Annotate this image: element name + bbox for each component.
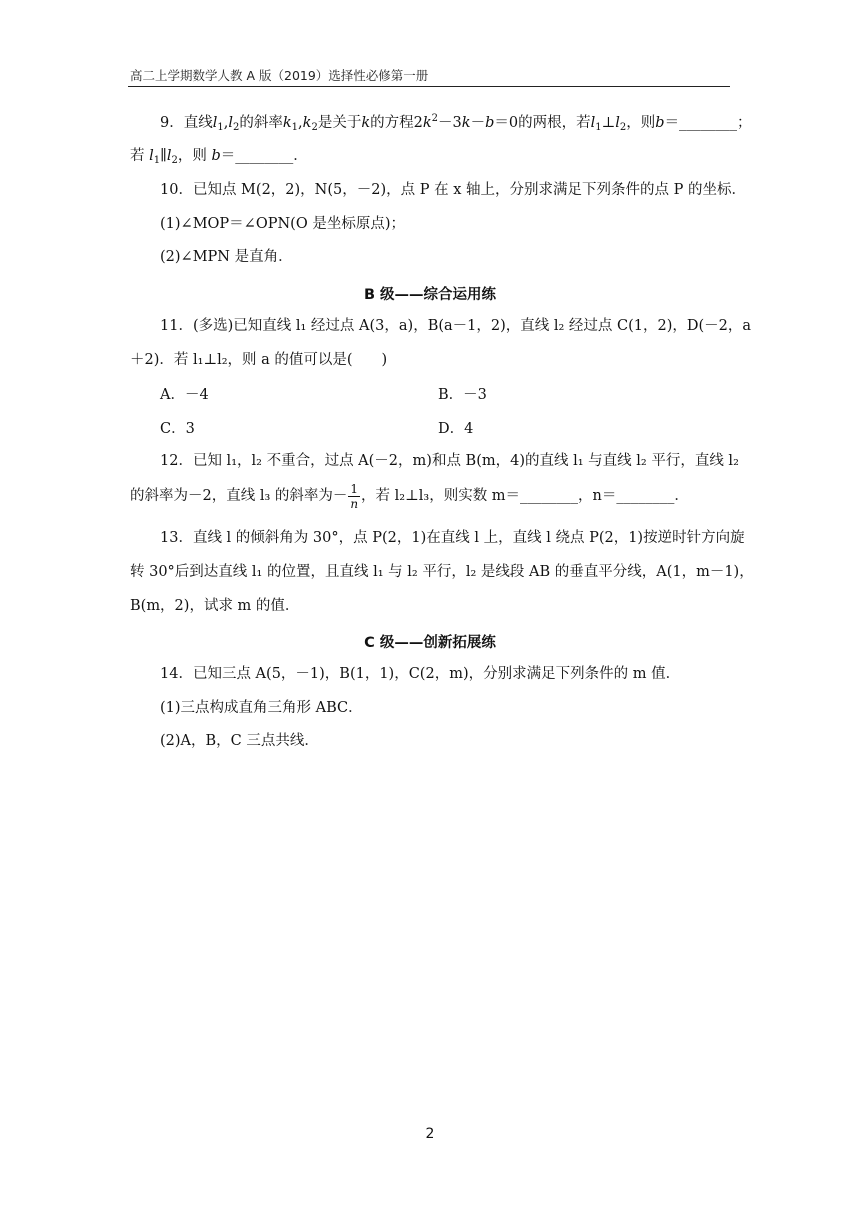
problem-14-sub-1: (1)三点构成直角三角形 ABC． bbox=[160, 700, 363, 716]
problem-12-line-2: 的斜率为－2，直线 l₃ 的斜率为－ $\frac{1}{n}$ ，若 l₂⊥l₃，则实数 m＝________，n＝________． bbox=[130, 481, 689, 511]
fraction-1-over-n: $\frac{1}{n}$ bbox=[350, 481, 359, 511]
problem-11-line-1: 11．(多选)已知直线 l₁ 经过点 A(3，a)，B(a－1，2)，直线 l₂ 经过点 C(1，2)，D(－2，a bbox=[160, 318, 752, 334]
problem-13-line-1: 13．直线 l 的倾斜角为 30°，点 P(2，1)在直线 l 上，直线 l 绕点 P(2，1)按逆时针方向旋 bbox=[160, 530, 745, 546]
option-d: D．4 bbox=[438, 421, 474, 437]
problem-10-sub-1: (1)∠MOP＝∠OPN(O 是坐标原点)； bbox=[160, 216, 405, 232]
problem-12-line-1: 12．已知 l₁，l₂ 不重合，过点 A(－2，m)和点 B(m，4)的直线 l₁ 与直线 l₂ 平行，直线 l₂ bbox=[160, 453, 739, 469]
problem-11-line-2: ＋2)．若 l₁⊥l₂，则 a 的值可以是( ) bbox=[130, 352, 388, 368]
problem-14-stem: 14．已知三点 A(5，－1)，B(1，1)，C(2，m)，分别求满足下列条件的 m 值． bbox=[160, 666, 681, 682]
problem-13-line-3: B(m，2)，试求 m 的值． bbox=[130, 598, 300, 614]
section-c-heading: C 级——创新拓展练 bbox=[364, 635, 496, 651]
problem-9-line-2: 若 $l_1\parallel l_2$，则 b＝________． bbox=[130, 148, 308, 166]
option-c: C．3 bbox=[160, 421, 195, 437]
section-b-heading: B 级——综合运用练 bbox=[363, 287, 497, 303]
problem-10-sub-2: (2)∠MPN 是直角． bbox=[160, 249, 293, 265]
header-divider bbox=[128, 86, 730, 87]
option-a: A．－4 bbox=[160, 387, 209, 403]
page-header: 高二上学期数学人教 A 版（2019）选择性必修第一册 bbox=[130, 68, 429, 83]
page-number: 2 bbox=[425, 1126, 435, 1142]
problem-10-stem: 10．已知点 M(2，2)，N(5，－2)，点 P 在 x 轴上，分别求满足下列条件的点 P 的坐标． bbox=[160, 182, 746, 198]
problem-9-line-1: 9．直线$l_1,l_2$的斜率$k_1,k_2$是关于k的方程$2k^2-3k-b=0$的两根，若$l_1\perp l_2$，则b＝________； bbox=[160, 113, 752, 133]
problem-14-sub-2: (2)A，B，C 三点共线． bbox=[160, 733, 319, 749]
option-b: B．－3 bbox=[438, 387, 487, 403]
problem-13-line-2: 转 30°后到达直线 l₁ 的位置，且直线 l₁ 与 l₂ 平行，l₂ 是线段 AB 的垂直平分线，A(1，m－1)， bbox=[130, 564, 754, 580]
